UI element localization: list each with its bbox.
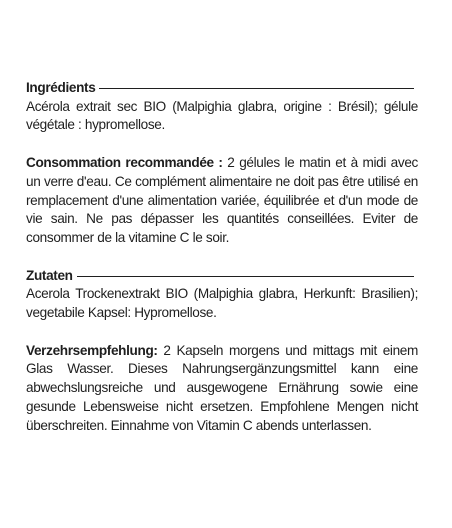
de-ingredients-heading: Zutaten [26,267,73,283]
spacer [26,135,418,154]
fr-usage-text: 2 gélules le matin et à midi avec un verre d'eau. Ce complément alimentaire ne doit pas être utilisé en remplacement d'une alimentation variée, équilibrée et d'un mode de vie sain. Ne pas dépasser les quantités conseillées. Eviter de consommer de la vitamine C le soir. [26,155,418,245]
de-usage-paragraph [26,342,418,436]
de-ingredients-text: Acerola Trockenextrakt BIO (Malpighia glabra, Herkunft: Brasilien); vegetabile Kapsel: Hypromellose. [26,286,418,321]
spacer [26,248,418,267]
fr-ingredients-underline [99,88,414,89]
spacer [26,323,418,342]
de-ingredients-underline [77,276,414,277]
fr-usage-paragraph [26,154,418,248]
fr-ingredients-heading-row [26,79,418,98]
de-usage-heading: Verzehrsempfehlung: [26,342,158,358]
fr-ingredients-heading: Ingrédients [26,80,96,95]
de-usage-text: 2 Kapseln morgens und mittags mit einem Glas Wasser. Dieses Nahrungsergänzungsmittel kann eine abwechslungsreiche und ausgewogene Ernährung sowie eine gesunde Lebensweise nicht ersetzen. Empfohlene Mengen nicht überschreiten. Einnahme von Vitamin C abends unterlassen. [26,342,418,433]
fr-ingredients-text: Acérola extrait sec BIO (Malpighia glabra, origine : Brésil); gélule végétale : hypromellose. [26,98,418,133]
product-label-text [26,79,418,435]
de-ingredients-heading-row [26,267,418,286]
fr-usage-heading: Consommation recommandée : [26,155,223,171]
